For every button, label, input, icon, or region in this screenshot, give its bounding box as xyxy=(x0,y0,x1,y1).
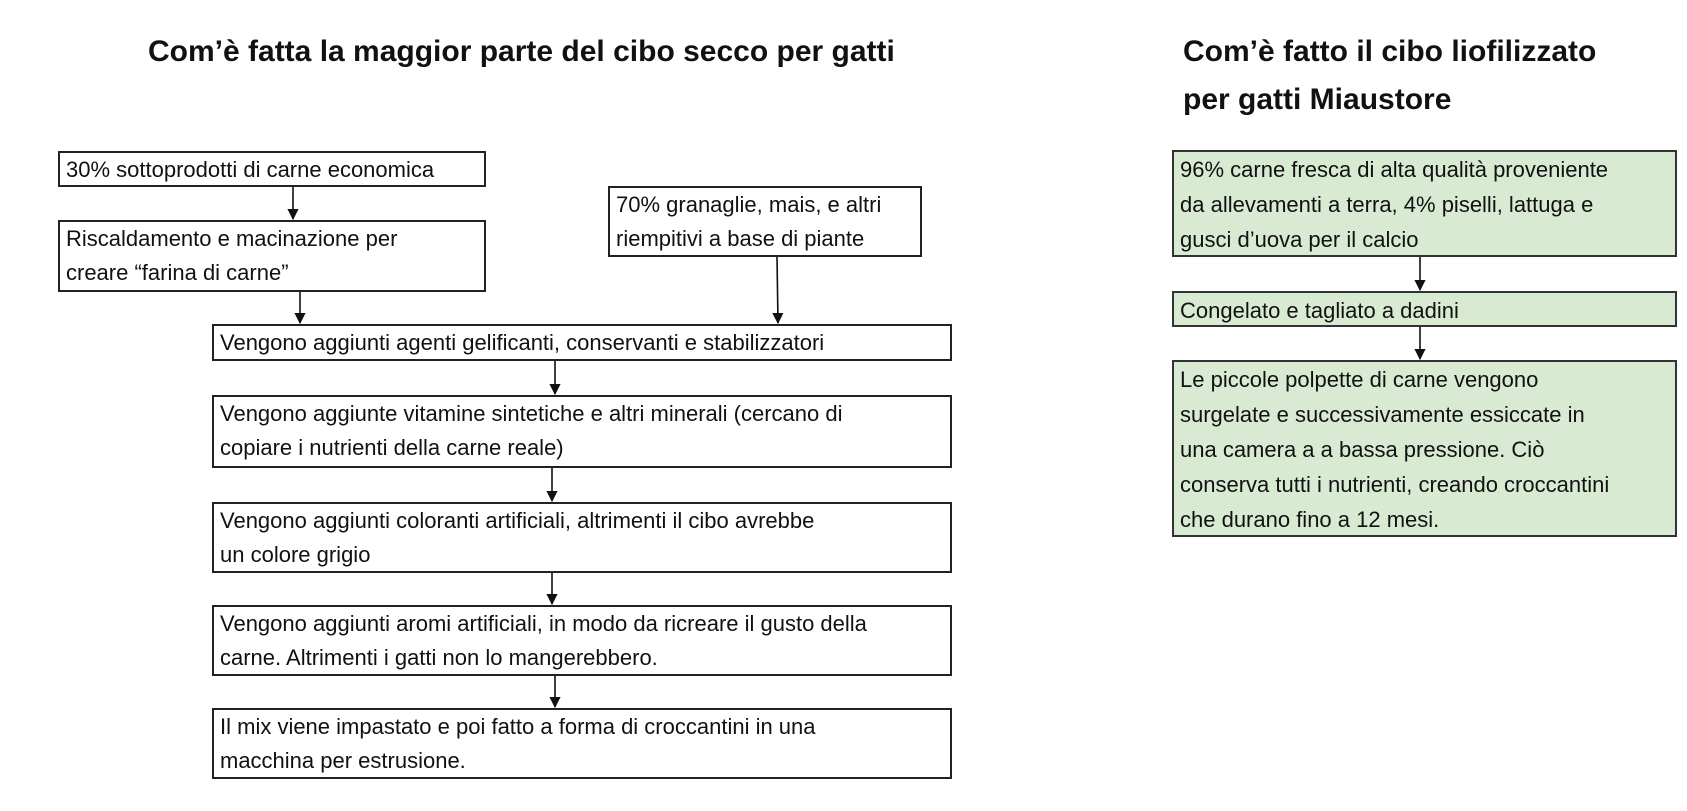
box-text-line-1: Il mix viene impastato e poi fatto a forma di croccantini in una xyxy=(220,714,816,739)
right-title-line-1: Com’è fatto il cibo liofilizzato xyxy=(1183,35,1597,68)
box-text-line-2: riempitivi a base di piante xyxy=(616,226,865,251)
right-title-line-2: per gatti Miaustore xyxy=(1183,83,1452,116)
box-text-line-1: 30% sottoprodotti di carne economica xyxy=(66,157,435,182)
box-text-line-2: da allevamenti a terra, 4% piselli, lattuga e xyxy=(1180,192,1594,217)
box-text-line-1: Le piccole polpette di carne vengono xyxy=(1180,367,1539,392)
box-text-line-2: un colore grigio xyxy=(220,542,371,567)
left-diagram-title: Com’è fatta la maggior parte del cibo secco per gatti xyxy=(148,35,895,68)
box-text-line-2: carne. Altrimenti i gatti non lo mangerebbero. xyxy=(220,645,658,670)
box-text-line-1: 96% carne fresca di alta qualità proveniente xyxy=(1180,157,1609,182)
box-text-line-4: conserva tutti i nutrienti, creando croccantini xyxy=(1180,472,1610,497)
box-text-line-2: macchina per estrusione. xyxy=(220,748,466,773)
box-text-line-3: una camera a a bassa pressione. Ciò xyxy=(1180,437,1545,462)
box-text-line-1: 70% granaglie, mais, e altri xyxy=(616,192,882,217)
arrow-grains-to-gelling xyxy=(777,257,778,323)
box-text-line-5: che durano fino a 12 mesi. xyxy=(1180,507,1440,532)
box-text-line-1: Vengono aggiunte vitamine sintetiche e altri minerali (cercano di xyxy=(220,401,843,426)
box-text-line-2: creare “farina di carne” xyxy=(66,260,289,285)
box-text-line-1: Vengono aggiunti coloranti artificiali, altrimenti il cibo avrebbe xyxy=(220,508,815,533)
box-text-line-2: surgelate e successivamente essiccate in xyxy=(1180,402,1585,427)
box-text-line-2: copiare i nutrienti della carne reale) xyxy=(220,435,564,460)
box-text-line-1: Vengono aggiunti agenti gelificanti, conservanti e stabilizzatori xyxy=(220,330,825,355)
box-text-line-3: gusci d’uova per il calcio xyxy=(1180,227,1419,252)
box-text-line-1: Congelato e tagliato a dadini xyxy=(1180,298,1459,323)
box-text-line-1: Vengono aggiunti aromi artificiali, in modo da ricreare il gusto della xyxy=(220,611,867,636)
box-text-line-1: Riscaldamento e macinazione per xyxy=(66,226,398,251)
